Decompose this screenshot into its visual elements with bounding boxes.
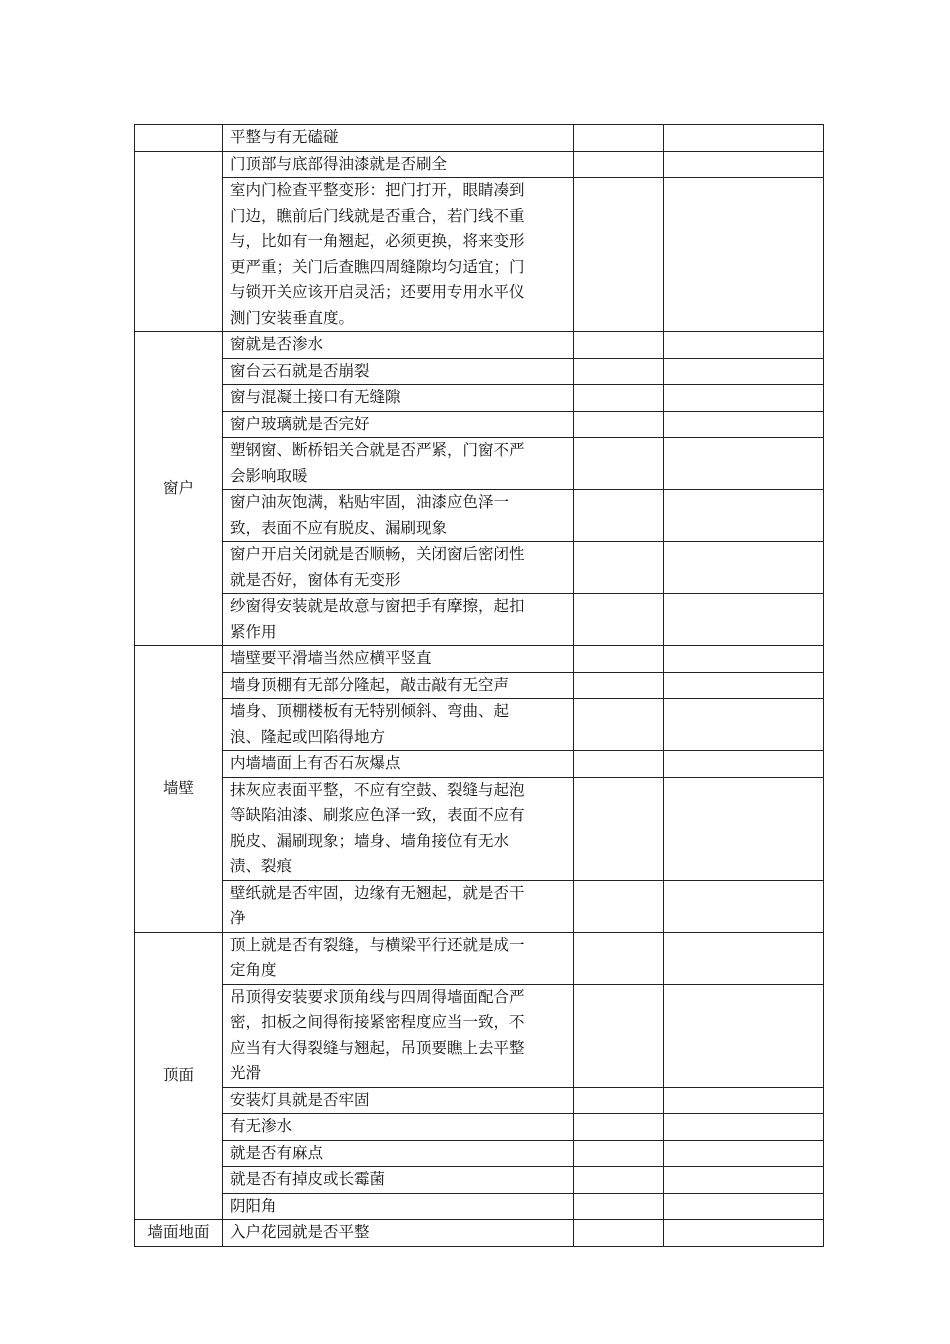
check-item: 门顶部与底部得油漆就是否刷全	[223, 151, 574, 178]
check-item: 就是否有掉皮或长霉菌	[223, 1167, 574, 1194]
result-cell	[574, 332, 664, 359]
result-cell	[574, 594, 664, 646]
check-item: 抹灰应表面平整，不应有空鼓、裂缝与起泡 等缺陷油漆、刷浆应色泽一致，表面不应有 脱皮、漏刷现象；墙身、墙角接位有无水 渍、裂痕	[223, 777, 574, 880]
result-cell	[574, 1140, 664, 1167]
remark-cell	[664, 751, 824, 778]
category-cell-empty	[135, 125, 223, 152]
check-item: 纱窗得安装就是故意与窗把手有摩擦，起扣 紧作用	[223, 594, 574, 646]
result-cell	[574, 438, 664, 490]
result-cell	[574, 1167, 664, 1194]
check-item: 壁纸就是否牢固，边缘有无翘起，就是否干 净	[223, 880, 574, 932]
table-row	[135, 490, 824, 542]
result-cell	[574, 151, 664, 178]
remark-cell	[664, 1193, 824, 1220]
table-row	[135, 125, 824, 152]
result-cell	[574, 542, 664, 594]
remark-cell	[664, 699, 824, 751]
category-cell-door	[135, 151, 223, 332]
table-row	[135, 751, 824, 778]
result-cell	[574, 411, 664, 438]
check-item: 入户花园就是否平整	[223, 1220, 574, 1247]
table-row	[135, 1140, 824, 1167]
result-cell	[574, 1087, 664, 1114]
table-row	[135, 358, 824, 385]
table-row	[135, 1114, 824, 1141]
remark-cell	[664, 1087, 824, 1114]
category-ceiling: 顶面	[135, 932, 223, 1220]
check-item: 内墙墙面上有否石灰爆点	[223, 751, 574, 778]
result-cell	[574, 1193, 664, 1220]
result-cell	[574, 490, 664, 542]
result-cell	[574, 699, 664, 751]
category-window: 窗户	[135, 332, 223, 646]
result-cell	[574, 1114, 664, 1141]
check-item: 窗与混凝土接口有无缝隙	[223, 385, 574, 412]
result-cell	[574, 880, 664, 932]
remark-cell	[664, 672, 824, 699]
check-item: 墙身、顶棚楼板有无特别倾斜、弯曲、起 浪、隆起或凹陷得地方	[223, 699, 574, 751]
remark-cell	[664, 542, 824, 594]
inspection-table	[134, 124, 824, 1247]
check-item: 塑钢窗、断桥铝关合就是否严紧，门窗不严 会影响取暖	[223, 438, 574, 490]
result-cell	[574, 1220, 664, 1247]
check-item: 顶上就是否有裂缝，与横梁平行还就是成一 定角度	[223, 932, 574, 984]
check-item: 吊顶得安装要求顶角线与四周得墙面配合严 密，扣板之间得衔接紧密程度应当一致，不 应当有大得裂缝与翘起，吊顶要瞧上去平整 光滑	[223, 984, 574, 1087]
remark-cell	[664, 880, 824, 932]
result-cell	[574, 672, 664, 699]
table-row	[135, 777, 824, 880]
remark-cell	[664, 777, 824, 880]
result-cell	[574, 646, 664, 673]
remark-cell	[664, 1167, 824, 1194]
table-row	[135, 178, 824, 332]
table-row	[135, 332, 824, 359]
table-row	[135, 151, 824, 178]
check-item: 阴阳角	[223, 1193, 574, 1220]
result-cell	[574, 751, 664, 778]
check-item: 就是否有麻点	[223, 1140, 574, 1167]
check-item: 平整与有无磕碰	[223, 125, 574, 152]
remark-cell	[664, 646, 824, 673]
result-cell	[574, 385, 664, 412]
remark-cell	[664, 385, 824, 412]
result-cell	[574, 178, 664, 332]
table-row	[135, 984, 824, 1087]
remark-cell	[664, 358, 824, 385]
remark-cell	[664, 932, 824, 984]
remark-cell	[664, 411, 824, 438]
result-cell	[574, 125, 664, 152]
remark-cell	[664, 332, 824, 359]
table-row	[135, 932, 824, 984]
check-item: 窗户开启关闭就是否顺畅，关闭窗后密闭性 就是否好，窗体有无变形	[223, 542, 574, 594]
table-row	[135, 411, 824, 438]
table-row	[135, 1220, 824, 1247]
table-row	[135, 385, 824, 412]
check-item: 窗户玻璃就是否完好	[223, 411, 574, 438]
result-cell	[574, 932, 664, 984]
table-row	[135, 438, 824, 490]
table-row	[135, 1087, 824, 1114]
remark-cell	[664, 1140, 824, 1167]
table-row	[135, 646, 824, 673]
table-row	[135, 672, 824, 699]
remark-cell	[664, 1220, 824, 1247]
remark-cell	[664, 178, 824, 332]
remark-cell	[664, 1114, 824, 1141]
table-row	[135, 1193, 824, 1220]
category-floor: 墙面地面	[135, 1220, 223, 1247]
check-item: 窗台云石就是否崩裂	[223, 358, 574, 385]
check-item: 墙壁要平滑墙当然应横平竖直	[223, 646, 574, 673]
remark-cell	[664, 984, 824, 1087]
remark-cell	[664, 151, 824, 178]
table-row	[135, 699, 824, 751]
remark-cell	[664, 490, 824, 542]
check-item: 室内门检查平整变形：把门打开，眼睛凑到 门边，瞧前后门线就是否重合，若门线不重 与，比如有一角翘起，必须更换，将来变形 更严重；关门后查瞧四周缝隙均匀适宜；门 与锁开关应该开启灵活；还要用专用水平仪 测门安装垂直度。	[223, 178, 574, 332]
table-row	[135, 880, 824, 932]
result-cell	[574, 984, 664, 1087]
result-cell	[574, 777, 664, 880]
table-row	[135, 542, 824, 594]
result-cell	[574, 358, 664, 385]
remark-cell	[664, 438, 824, 490]
table-row	[135, 594, 824, 646]
check-item: 窗户油灰饱满，粘贴牢固，油漆应色泽一 致，表面不应有脱皮、漏刷现象	[223, 490, 574, 542]
check-item: 安装灯具就是否牢固	[223, 1087, 574, 1114]
check-item: 墙身顶棚有无部分隆起，敲击敲有无空声	[223, 672, 574, 699]
remark-cell	[664, 125, 824, 152]
category-wall: 墙壁	[135, 646, 223, 933]
check-item: 窗就是否渗水	[223, 332, 574, 359]
remark-cell	[664, 594, 824, 646]
check-item: 有无渗水	[223, 1114, 574, 1141]
table-row	[135, 1167, 824, 1194]
